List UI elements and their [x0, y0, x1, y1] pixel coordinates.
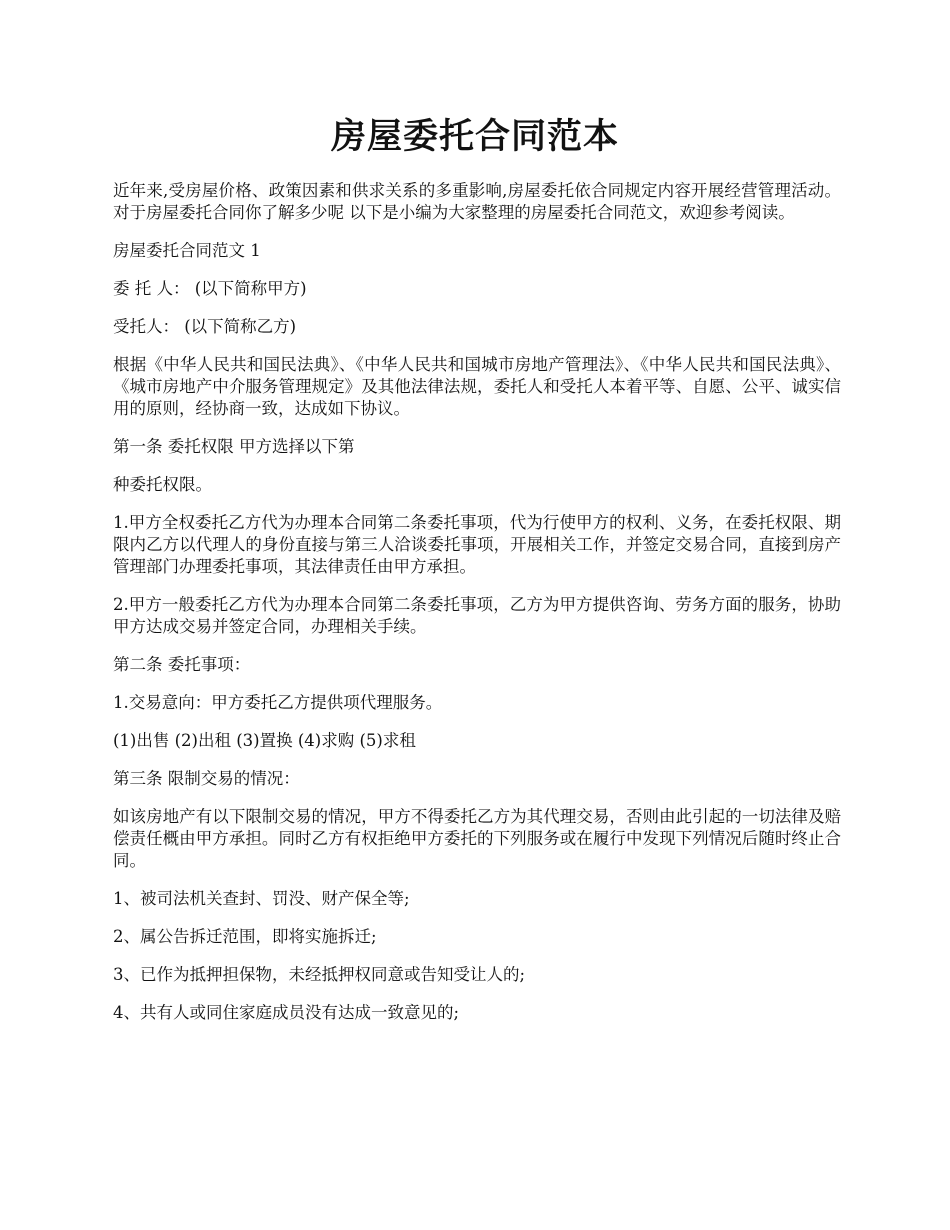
section-heading: 房屋委托合同范文 1 [113, 241, 261, 260]
article-1-continuation: 种委托权限。 [113, 475, 212, 494]
document-title: 房屋委托合同范本 [330, 116, 619, 157]
article-2-options: (1)出售 (2)出租 (3)置换 (4)求购 (5)求租 [113, 731, 416, 750]
agent-line: 受托人： (以下简称乙方) [113, 317, 297, 336]
article-3-heading: 第三条 限制交易的情况： [113, 769, 300, 788]
article-2-heading: 第二条 委托事项： [113, 655, 251, 674]
article-1-item-2: 2.甲方一般委托乙方代为办理本合同第二条委托事项，乙方为甲方提供咨询、劳务方面的服务，协助甲方达成交易并签定合同，办理相关手续。 [113, 595, 841, 636]
article-3-item-2: 2、属公告拆迁范围，即将实施拆迁; [113, 927, 377, 946]
legal-basis-paragraph: 根据《中华人民共和国民法典》、《中华人民共和国城市房地产管理法》、《中华人民共和国民法典》、《城市房地产中介服务管理规定》及其他法律法规，委托人和受托人本着平等、自愿、公平、诚实信用的原则，经协商一致，达成如下协议。 [113, 355, 841, 418]
intro-paragraph: 近年来,受房屋价格、政策因素和供求关系的多重影响,房屋委托依合同规定内容开展经营管理活动。对于房屋委托合同你了解多少呢 以下是小编为大家整理的房屋委托合同范文，欢迎参考阅读。 [113, 181, 841, 222]
article-1-heading: 第一条 委托权限 甲方选择以下第 [113, 437, 355, 456]
article-2-item-1: 1.交易意向：甲方委托乙方提供项代理服务。 [113, 693, 443, 712]
principal-line: 委 托 人： (以下简称甲方) [113, 279, 307, 298]
article-3-item-4: 4、共有人或同住家庭成员没有达成一致意见的; [113, 1003, 460, 1022]
document-body [113, 180, 841, 1040]
article-3-paragraph: 如该房地产有以下限制交易的情况，甲方不得委托乙方为其代理交易，否则由此引起的一切法律及赔偿责任概由甲方承担。同时乙方有权拒绝甲方委托的下列服务或在履行中发现下列情况后随时终止合同。 [113, 807, 841, 870]
article-3-item-1: 1、被司法机关查封、罚没、财产保全等; [113, 889, 410, 908]
article-1-item-1: 1.甲方全权委托乙方代为办理本合同第二条委托事项，代为行使甲方的权利、义务，在委托权限、期限内乙方以代理人的身份直接与第三人洽谈委托事项，开展相关工作，并签定交易合同，直接到房产管理部门办理委托事项，其法律责任由甲方承担。 [113, 513, 841, 576]
article-3-item-3: 3、已作为抵押担保物，未经抵押权同意或告知受让人的; [113, 965, 526, 984]
